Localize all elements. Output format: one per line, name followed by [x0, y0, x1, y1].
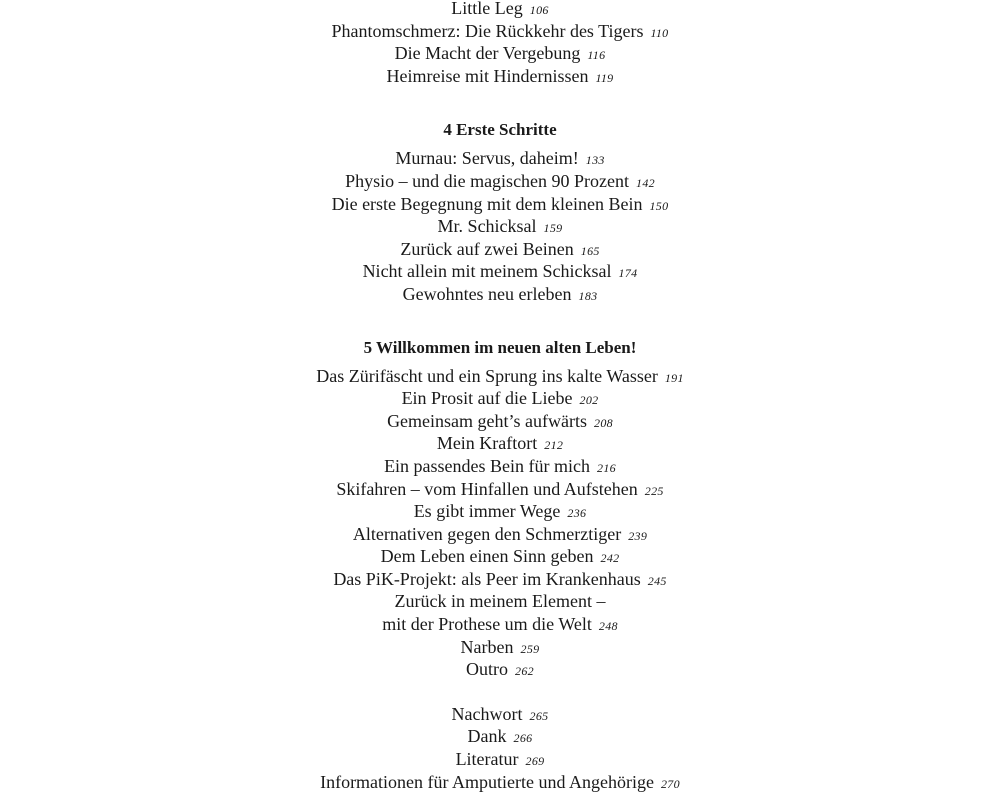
toc-entry-title: Informationen für Amputierte und Angehörige — [320, 771, 654, 792]
toc-entry-title: Zurück in meinem Element – — [394, 591, 606, 612]
toc-entry-page: 245 — [647, 573, 667, 588]
toc-entry[interactable] — [0, 42, 1000, 65]
toc-entry-page: 174 — [618, 266, 638, 281]
toc-entry[interactable] — [0, 238, 1000, 261]
toc-entry[interactable] — [0, 0, 1000, 20]
toc-entry-title: Murnau: Servus, daheim! — [395, 148, 579, 169]
toc-entry-title: mit der Prothese um die Welt — [382, 614, 592, 635]
toc-entry-page: 270 — [661, 776, 680, 791]
toc-back-matter — [0, 703, 1000, 793]
toc-entry[interactable] — [0, 387, 1000, 410]
chapter-heading[interactable]: 5 Willkommen im neuen alten Leben! — [363, 337, 637, 357]
toc-entry[interactable] — [0, 703, 1000, 726]
toc-entry[interactable] — [0, 260, 1000, 283]
toc-entry-title: Das Zürifäscht und ein Sprung ins kalte Wasser — [316, 365, 658, 386]
toc-entry[interactable] — [0, 147, 1000, 170]
toc-entry-page: 191 — [664, 370, 684, 385]
toc-entry-page: 216 — [597, 460, 616, 475]
toc-entry-page: 110 — [650, 25, 669, 40]
toc-entry-title: Nachwort — [451, 703, 523, 724]
toc-chapter-4 — [0, 119, 1000, 305]
toc-entry[interactable] — [0, 65, 1000, 88]
toc-entry-title: Es gibt immer Wege — [413, 501, 561, 522]
toc-entry-page: 142 — [636, 175, 655, 190]
toc-entry[interactable] — [0, 215, 1000, 238]
toc-entry[interactable] — [0, 20, 1000, 43]
toc-entry[interactable] — [0, 568, 1000, 591]
toc-entry-title: Phantomschmerz: Die Rückkehr des Tigers — [331, 20, 644, 41]
toc-entry-page: 242 — [600, 551, 620, 566]
toc-entry[interactable] — [0, 771, 1000, 794]
toc-entry-title: Die erste Begegnung mit dem kleinen Bein — [331, 193, 643, 214]
toc-entry-page: 236 — [567, 506, 587, 521]
toc-entry-title: Dank — [467, 726, 507, 747]
chapter-heading[interactable]: 4 Erste Schritte — [443, 120, 557, 140]
toc-entry[interactable] — [0, 283, 1000, 306]
toc-entry-page: 269 — [525, 754, 545, 769]
toc-entry-page: 159 — [543, 221, 563, 236]
toc-entry-title: Nicht allein mit meinem Schicksal — [362, 261, 612, 282]
toc-entry-title: Skifahren – vom Hinfallen und Aufstehen — [336, 478, 638, 499]
toc-block-previous-chapter — [0, 0, 1000, 87]
toc-entry[interactable] — [0, 478, 1000, 501]
toc-entry-title: Ein passendes Bein für mich — [384, 455, 591, 476]
toc-entry[interactable] — [0, 545, 1000, 568]
toc-entry[interactable] — [0, 613, 1000, 636]
toc-entry-page: 212 — [544, 438, 564, 453]
toc-entry-page: 248 — [598, 619, 618, 634]
toc-entry-page: 266 — [513, 731, 533, 746]
toc-entry-page: 116 — [587, 48, 606, 63]
toc-entry-page: 225 — [644, 483, 664, 498]
toc-entry-page: 106 — [529, 3, 549, 17]
toc-entry[interactable] — [0, 365, 1000, 388]
toc-entry-page: 133 — [585, 153, 605, 168]
toc-entry-page: 262 — [515, 664, 534, 679]
toc-entry-page: 150 — [649, 198, 669, 213]
toc-entry[interactable] — [0, 636, 1000, 659]
toc-entry-title: Narben — [460, 636, 514, 657]
toc-entry-page: 119 — [595, 70, 614, 85]
toc-entry-page: 208 — [594, 415, 613, 430]
toc-entry-title: Little Leg — [451, 0, 523, 18]
toc-entry-title: Mr. Schicksal — [437, 216, 537, 237]
toc-entry-title: Physio – und die magischen 90 Prozent — [345, 170, 630, 191]
toc-entry-title: Das PiK-Projekt: als Peer im Krankenhaus — [333, 568, 641, 589]
toc-entry[interactable] — [0, 193, 1000, 216]
toc-entry[interactable] — [0, 410, 1000, 433]
toc-chapter-5 — [0, 337, 1000, 681]
toc-entry-title: Die Macht der Vergebung — [394, 43, 581, 64]
toc-entry-title: Zurück auf zwei Beinen — [400, 238, 574, 259]
toc-entry-title: Ein Prosit auf die Liebe — [401, 388, 573, 409]
toc-entry-title: Gewohntes neu erleben — [402, 283, 572, 304]
toc-entry[interactable] — [0, 500, 1000, 523]
toc-entry-title: Outro — [466, 659, 509, 680]
toc-entry[interactable] — [0, 455, 1000, 478]
toc-entry-title: Literatur — [455, 749, 519, 770]
toc-entry-title: Gemeinsam geht’s aufwärts — [387, 410, 588, 431]
toc-entry-title: Mein Kraftort — [436, 433, 538, 454]
toc-entry[interactable] — [0, 725, 1000, 748]
toc-entry-page: 202 — [579, 393, 599, 408]
toc-entry-page: 165 — [580, 243, 600, 258]
toc-entry[interactable] — [0, 432, 1000, 455]
toc-entry-title: Dem Leben einen Sinn geben — [380, 546, 594, 567]
toc-entry-title: Heimreise mit Hindernissen — [386, 65, 589, 86]
toc-entry[interactable] — [0, 523, 1000, 546]
toc-entry[interactable] — [0, 170, 1000, 193]
toc-entry[interactable] — [0, 590, 1000, 613]
toc-entry-page: 239 — [628, 528, 648, 543]
toc-entry[interactable] — [0, 658, 1000, 681]
toc-entry-title: Alternativen gegen den Schmerztiger — [352, 523, 622, 544]
toc-entry-page: 265 — [529, 708, 549, 723]
toc-entry-page: 183 — [578, 288, 598, 303]
toc-entry-page: 259 — [520, 641, 540, 656]
toc-entry[interactable] — [0, 748, 1000, 771]
